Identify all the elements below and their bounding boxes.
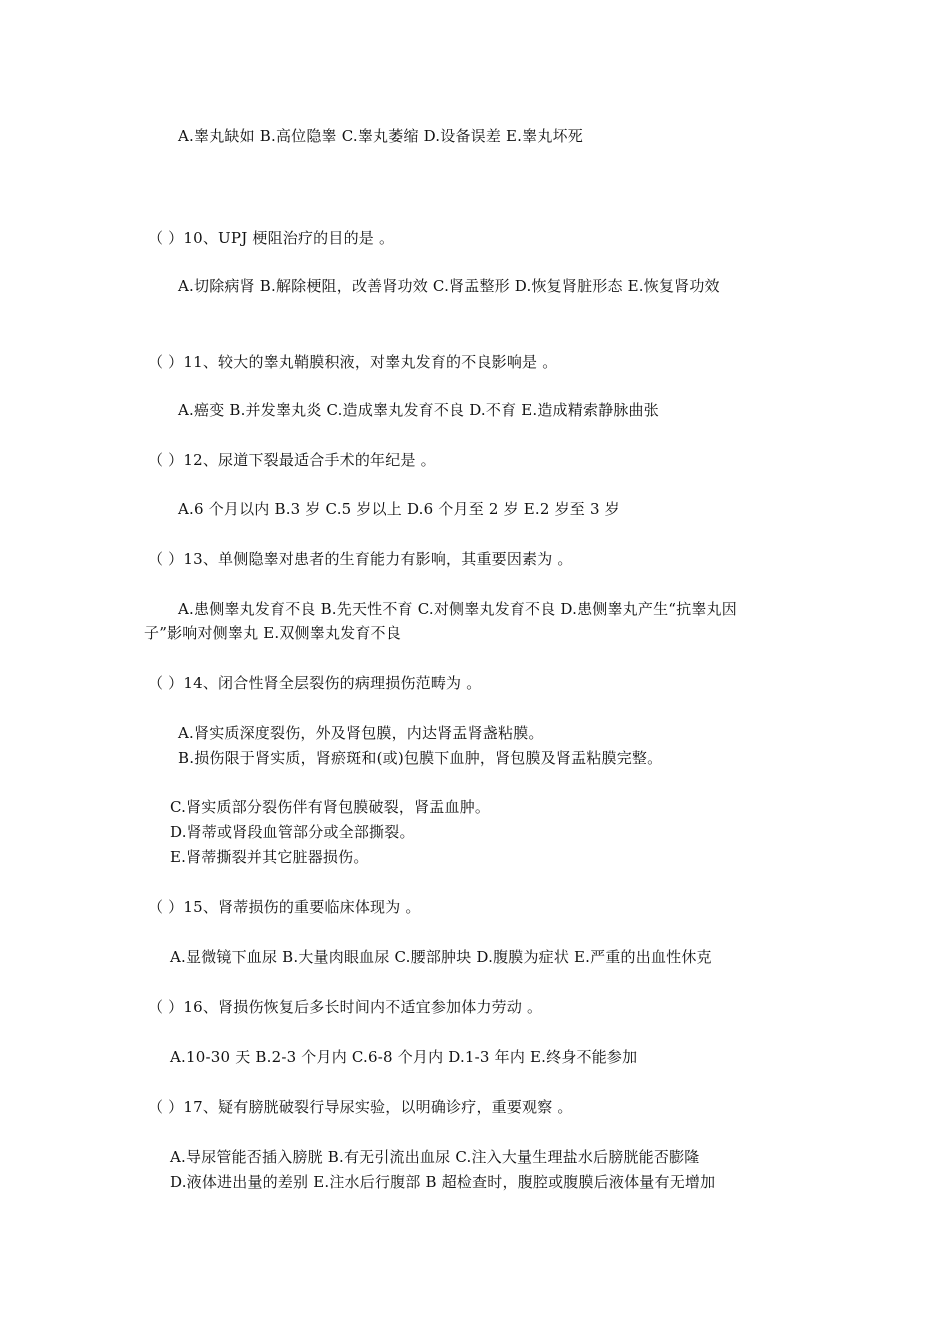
question-11: （ ）11、较大的睾丸鞘膜积液，对睾丸发育的不良影响是 。 — [148, 353, 558, 371]
q12-options: A.6 个月以内 B.3 岁 C.5 岁以上 D.6 个月至 2 岁 E.2 岁至 3 岁 — [178, 500, 620, 518]
q14-option-c: C.肾实质部分裂伤伴有肾包膜破裂，肾盂血肿。 — [170, 798, 491, 816]
q14-option-b: B.损伤限于肾实质，肾瘀斑和(或)包膜下血肿，肾包膜及肾盂粘膜完整。 — [178, 749, 663, 767]
q14-option-a: A.肾实质深度裂伤，外及肾包膜，内达肾盂肾盏粘膜。 — [178, 724, 544, 742]
question-14: （ ）14、闭合性肾全层裂伤的病理损伤范畴为 。 — [148, 674, 482, 692]
q13-options: A.患侧睾丸发育不良 B.先天性不育 C.对侧睾丸发育不良 D.患侧睾丸产生“抗睾丸因 — [178, 600, 737, 618]
q13-options-continued: 子”影响对侧睾丸 E.双侧睾丸发育不良 — [144, 624, 401, 642]
q16-options: A.10-30 天 B.2-3 个月内 C.6-8 个月内 D.1-3 年内 E.终身不能参加 — [170, 1048, 638, 1066]
q14-option-d: D.肾蒂或肾段血管部分或全部撕裂。 — [170, 823, 415, 841]
q15-options: A.显微镜下血尿 B.大量肉眼血尿 C.腰部肿块 D.腹膜为症状 E.严重的出血性休克 — [170, 948, 712, 966]
q14-option-e: E.肾蒂撕裂并其它脏器损伤。 — [170, 848, 369, 866]
q10-options: A.切除病肾 B.解除梗阻，改善肾功效 C.肾盂整形 D.恢复肾脏形态 E.恢复肾功效 — [178, 277, 720, 295]
question-12: （ ）12、尿道下裂最适合手术的年纪是 。 — [148, 451, 436, 469]
question-15: （ ）15、肾蒂损伤的重要临床体现为 。 — [148, 898, 421, 916]
question-16: （ ）16、肾损伤恢复后多长时间内不适宜参加体力劳动 。 — [148, 998, 543, 1016]
q11-options: A.癌变 B.并发睾丸炎 C.造成睾丸发育不良 D.不育 E.造成精索静脉曲张 — [178, 401, 659, 419]
q9-options: A.睾丸缺如 B.高位隐睾 C.睾丸萎缩 D.设备误差 E.睾丸坏死 — [178, 127, 583, 145]
question-13: （ ）13、单侧隐睾对患者的生育能力有影响，其重要因素为 。 — [148, 550, 573, 568]
q17-options-line1: A.导尿管能否插入膀胱 B.有无引流出血尿 C.注入大量生理盐水后膀胱能否膨隆 — [170, 1148, 700, 1166]
question-10: （ ）10、UPJ 梗阻治疗的目的是 。 — [148, 229, 395, 247]
q17-options-line2: D.液体进出量的差别 E.注水后行腹部 B 超检查时，腹腔或腹膜后液体量有无增加 — [170, 1173, 716, 1191]
question-17: （ ）17、疑有膀胱破裂行导尿实验，以明确诊疗，重要观察 。 — [148, 1098, 573, 1116]
